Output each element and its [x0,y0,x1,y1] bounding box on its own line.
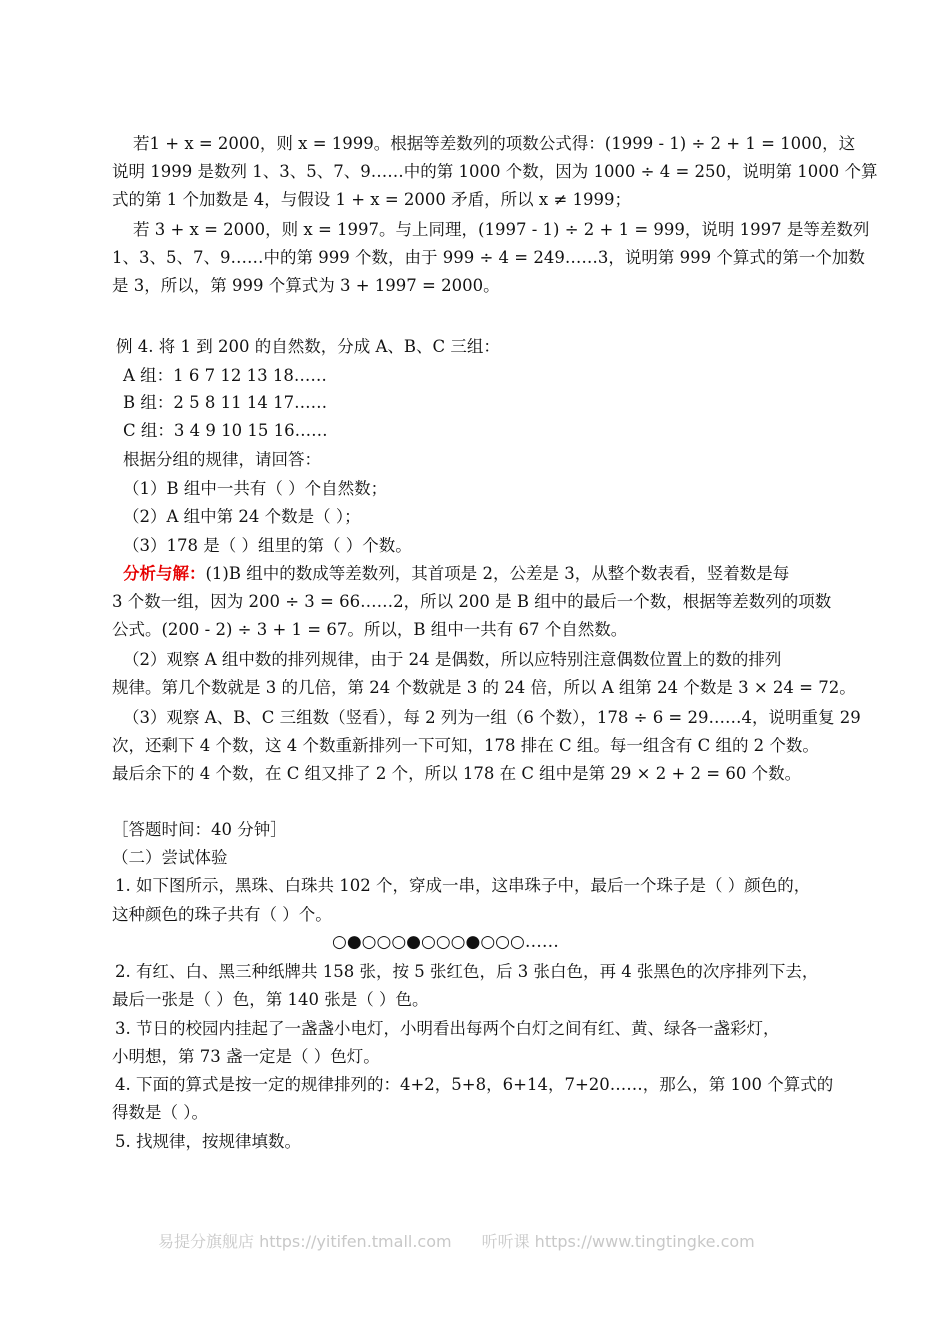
analysis-3-line-3: 最后余下的 4 个数，在 C 组又排了 2 个，所以 178 在 C 组中是第 29 × 2 + 2 = 60 个数。 [112,764,802,783]
solution-line-5: 1、3、5、7、9……中的第 999 个数，由于 999 ÷ 4 = 249……3，说明第 999 个算式的第一个加数 [112,248,865,267]
example4-title: 例 4. 将 1 到 200 的自然数，分成 A、B、C 三组： [116,337,500,356]
answer-time: ［答题时间：40 分钟］ [112,820,287,839]
group-c-row: C 组：3 4 9 10 15 16…… [123,421,328,440]
question-1: （1）B 组中一共有（ ）个自然数； [123,479,388,498]
analysis-line-1 [123,562,789,586]
problem-5: 5. 找规律，按规律填数。 [115,1132,301,1151]
problem-2-line-1: 2. 有红、白、黑三种纸牌共 158 张，按 5 张红色，后 3 张白色，再 4 张黑色的次序排列下去， [115,962,819,981]
example4-prompt: 根据分组的规律，请回答： [123,450,321,469]
solution-line-4: 若 3 + x = 2000，则 x = 1997。与上同理，(1997 - 1) ÷ 2 + 1 = 999，说明 1997 是等差数列 [133,220,870,239]
footer-watermark [158,1229,755,1252]
group-b-row: B 组：2 5 8 11 14 17…… [123,393,328,412]
problem-3-line-1: 3. 节日的校园内挂起了一盏盏小电灯，小明看出每两个白灯之间有红、黄、绿各一盏彩灯， [115,1019,780,1038]
solution-line-6: 是 3，所以，第 999 个算式为 3 + 1997 = 2000。 [112,276,500,295]
analysis-line-3: 公式。(200 - 2) ÷ 3 + 1 = 67。所以，B 组中一共有 67 个自然数。 [112,620,628,639]
analysis-2-line-1: （2）观察 A 组中数的排列规律，由于 24 是偶数，所以应特别注意偶数位置上的数的排列 [123,650,782,669]
problem-2-line-2: 最后一张是（ ）色，第 140 张是（ ）色。 [112,990,429,1009]
problem-4-line-1: 4. 下面的算式是按一定的规律排列的：4+2，5+8，6+14，7+20……，那么，第 100 个算式的 [115,1075,834,1094]
problem-1-line-2: 这种颜色的珠子共有（ ）个。 [112,905,332,924]
question-3: （3）178 是（ ）组里的第（ ）个数。 [123,536,412,555]
bead-sequence: ○●○○○●○○○●○○○…… [332,932,559,952]
analysis-text-1: (1)B 组中的数成等差数列，其首项是 2，公差是 3，从整个数表看，竖着数是每 [205,564,790,583]
section-heading: （二）尝试体验 [112,848,228,867]
solution-line-1: 若1 + x = 2000，则 x = 1999。根据等差数列的项数公式得：(1999 - 1) ÷ 2 + 1 = 1000，这 [133,134,856,153]
analysis-3-line-1: （3）观察 A、B、C 三组数（竖看），每 2 列为一组（6 个数），178 ÷ 6 = 29……4，说明重复 29 [123,708,861,727]
problem-1-line-1: 1. 如下图所示，黑珠、白珠共 102 个，穿成一串，这串珠子中，最后一个珠子是（ ）颜色的， [115,876,811,895]
question-2: （2）A 组中第 24 个数是（ ）； [123,507,361,526]
analysis-2-line-2: 规律。第几个数就是 3 的几倍，第 24 个数就是 3 的 24 倍，所以 A 组第 24 个数是 3 × 24 = 72。 [112,678,856,697]
footer-right-link[interactable]: 听听课 https://www.tingtingke.com [481,1232,755,1251]
analysis-3-line-2: 次，还剩下 4 个数，这 4 个数重新排列一下可知，178 排在 C 组。每一组含有 C 组的 2 个数。 [112,736,819,755]
footer-left-link[interactable]: 易提分旗舰店 https://yitifen.tmall.com [158,1232,452,1251]
analysis-label: 分析与解： [123,564,206,583]
problem-3-line-2: 小明想，第 73 盏一定是（ ）色灯。 [112,1047,380,1066]
group-a-row: A 组：1 6 7 12 13 18…… [123,366,327,385]
analysis-line-2: 3 个数一组，因为 200 ÷ 3 = 66……2，所以 200 是 B 组中的最后一个数，根据等差数列的项数 [112,592,832,611]
solution-line-3: 式的第 1 个加数是 4，与假设 1 + x = 2000 矛盾，所以 x ≠ 1999； [112,190,632,209]
problem-4-line-2: 得数是（ ）。 [112,1103,208,1122]
solution-line-2: 说明 1999 是数列 1、3、5、7、9……中的第 1000 个数，因为 1000 ÷ 4 = 250，说明第 1000 个算 [112,162,878,181]
